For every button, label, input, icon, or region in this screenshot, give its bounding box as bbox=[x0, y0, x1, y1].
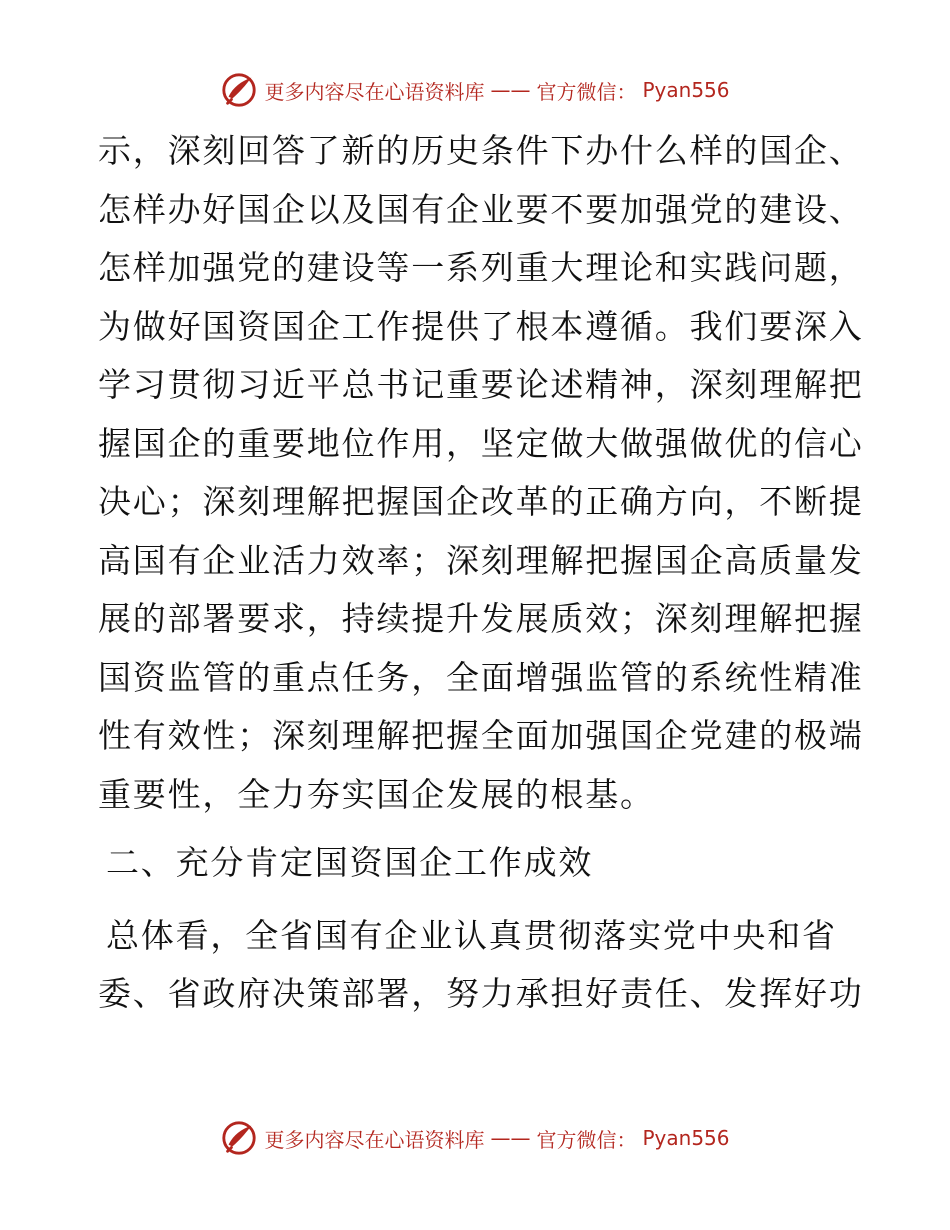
header-watermark bbox=[0, 70, 950, 110]
text-line: 为做好国资国企工作提供了根本遵循。我们要深入 bbox=[98, 306, 864, 346]
text-line: 握国企的重要地位作用，坚定做大做强做优的信心 bbox=[98, 423, 864, 463]
text-line: 重要性，全力夯实国企发展的根基。 bbox=[98, 774, 655, 814]
text-line: 怎样加强党的建设等一系列重大理论和实践问题， bbox=[98, 248, 864, 287]
watermark-text: 更多内容尽在心语资料库 bbox=[264, 1127, 485, 1152]
paragraph-2 bbox=[98, 907, 864, 1024]
text-line: 展的部署要求，持续提升发展质效；深刻理解把握 bbox=[98, 599, 864, 638]
pen-logo-icon bbox=[220, 71, 258, 109]
document-body bbox=[98, 122, 864, 1024]
wechat-label: 官方微信： bbox=[536, 1127, 637, 1152]
text-line: 示，深刻回答了新的历史条件下办什么样的国企、 bbox=[98, 131, 864, 170]
pen-logo-icon bbox=[220, 1119, 258, 1157]
section-heading: 二、充分肯定国资国企工作成效 bbox=[106, 843, 594, 882]
text-line: 总体看，全省国有企业认真贯彻落实党中央和省 bbox=[106, 915, 837, 955]
wechat-id: Pyan556 bbox=[642, 1126, 730, 1150]
text-line: 性有效性；深刻理解把握全面加强国企党建的极端 bbox=[98, 716, 864, 755]
text-line: 学习贯彻习近平总书记重要论述精神，深刻理解把 bbox=[98, 365, 864, 404]
text-line: 高国有企业活力效率；深刻理解把握国企高质量发 bbox=[98, 540, 864, 580]
text-line: 委、省政府决策部署，努力承担好责任、发挥好功 bbox=[98, 974, 864, 1013]
watermark-text: 更多内容尽在心语资料库 bbox=[264, 79, 485, 104]
wechat-label: 官方微信： bbox=[536, 79, 637, 104]
watermark-separator: —— bbox=[490, 1126, 531, 1150]
text-line: 怎样办好国企以及国有企业要不要加强党的建设、 bbox=[98, 189, 864, 229]
text-line: 决心；深刻理解把握国企改革的正确方向，不断提 bbox=[98, 482, 864, 521]
wechat-id: Pyan556 bbox=[642, 78, 730, 102]
text-line: 国资监管的重点任务，全面增强监管的系统性精准 bbox=[98, 657, 864, 697]
footer-watermark bbox=[0, 1118, 950, 1158]
paragraph-1 bbox=[98, 122, 864, 824]
watermark-separator: —— bbox=[490, 78, 531, 102]
